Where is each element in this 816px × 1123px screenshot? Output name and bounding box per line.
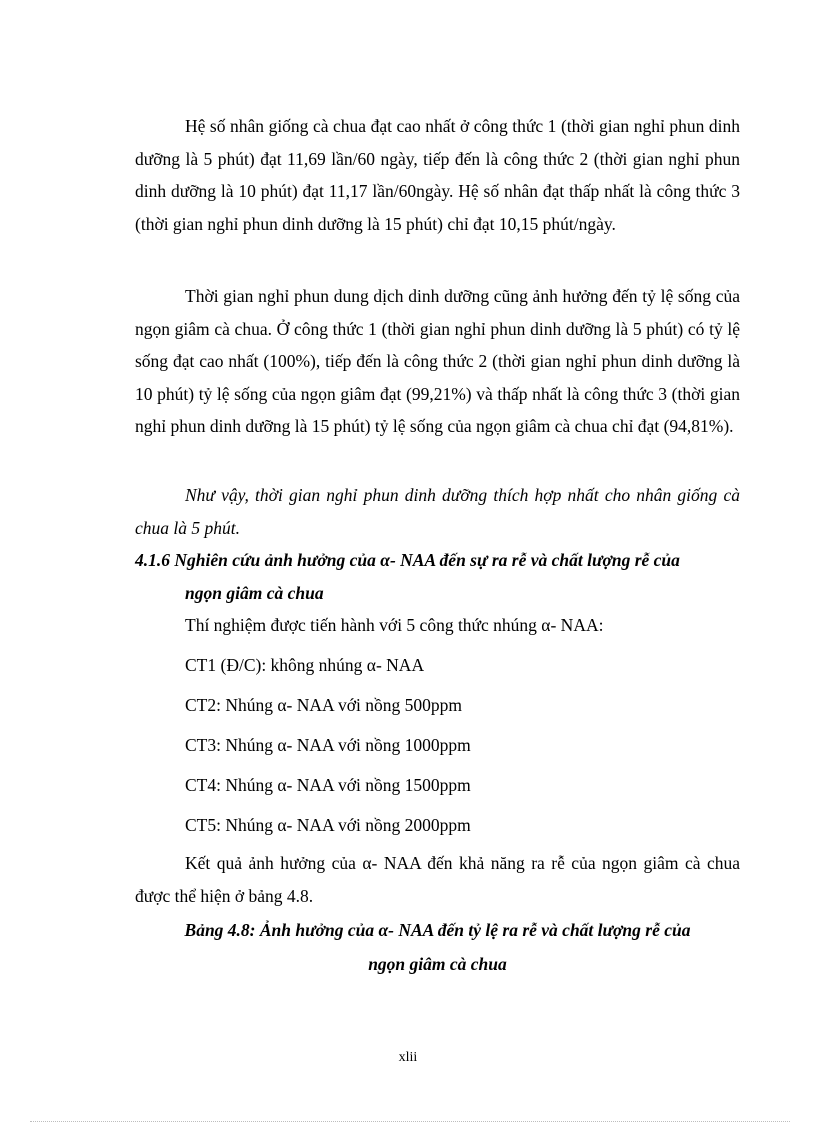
- table-caption-line-1: Bảng 4.8: Ảnh hưởng của α- NAA đến tỷ lệ ra rễ và chất lượng rễ của: [184, 920, 691, 940]
- page-bottom-rule: [30, 1121, 790, 1122]
- table-caption-line-2: ngọn giâm cà chua: [368, 954, 507, 974]
- section-heading-line-2: ngọn giâm cà chua: [185, 582, 324, 603]
- formula-ct2: CT2: Nhúng α- NAA với nồng 500ppm: [185, 695, 463, 715]
- formula-ct1: CT1 (Đ/C): không nhúng α- NAA: [185, 655, 425, 675]
- formula-ct4: CT4: Nhúng α- NAA với nồng 1500ppm: [185, 775, 471, 795]
- paragraph-result: Kết quả ảnh hưởng của α- NAA đến khả năng ra rễ của ngọn giâm cà chua được thể hiện ở bảng 4.8.: [135, 853, 740, 906]
- section-heading-line-1: 4.1.6 Nghiên cứu ảnh hưởng của α- NAA đến sự ra rễ và chất lượng rễ của: [135, 550, 680, 570]
- formula-ct3: CT3: Nhúng α- NAA với nồng 1000ppm: [185, 735, 471, 755]
- paragraph-multiplication-coefficient: Hệ số nhân giống cà chua đạt cao nhất ở công thức 1 (thời gian nghỉ phun dinh dưỡng là 5 phút) đạt 11,69 lần/60 ngày, tiếp đến là công thức 2 (thời gian nghỉ phun dinh dưỡng là 10 phút) đạt 11,17 lần/60ngày. Hệ số nhân đạt thấp nhất là công thức 3 (thời gian nghỉ phun dinh dưỡng là 15 phút) chỉ đạt 10,15 phút/ngày.: [135, 116, 740, 234]
- paragraph-conclusion: Như vậy, thời gian nghỉ phun dinh dưỡng thích hợp nhất cho nhân giống cà chua là 5 phút.: [135, 485, 740, 538]
- table-caption: [135, 913, 740, 981]
- page-number: xlii: [398, 1050, 418, 1065]
- experiment-intro: Thí nghiệm được tiến hành với 5 công thức nhúng α- NAA:: [185, 615, 604, 635]
- paragraph-survival-rate: Thời gian nghỉ phun dung dịch dinh dưỡng cũng ảnh hưởng đến tỷ lệ sống của ngọn giâm cà chua. Ở công thức 1 (thời gian nghỉ phun dinh dưỡng là 5 phút) có tỷ lệ sống đạt cao nhất (100%), tiếp đến là công thức 2 (thời gian nghỉ phun dinh dưỡng là 10 phút) tỷ lệ sống của ngọn giâm đạt (99,21%) và thấp nhất là công thức 3 (thời gian nghỉ phun dinh dưỡng là 15 phút) tỷ lệ sống của ngọn giâm cà chua chỉ đạt (94,81%).: [135, 286, 740, 436]
- formula-ct5: CT5: Nhúng α- NAA với nồng 2000ppm: [185, 815, 471, 835]
- section-heading-4-1-6: [135, 544, 745, 609]
